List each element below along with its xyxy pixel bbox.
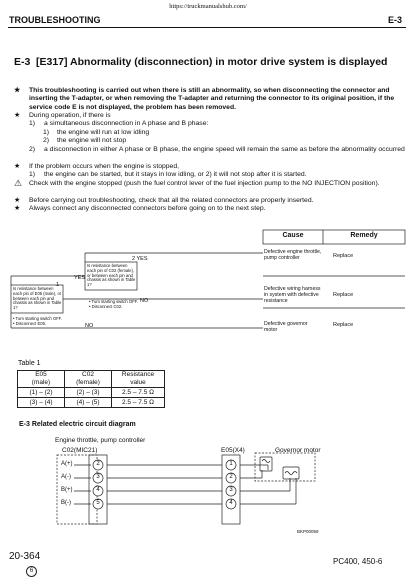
revision-badge: 6 (26, 566, 37, 577)
star-icon: ★ (14, 87, 21, 94)
note-3-1: 1) the engine can be started, but it stays in low idling, or 2) it will not stop after it is started. (29, 171, 307, 178)
c02-label: C02(MIC21) (62, 447, 98, 454)
note-5: ★ Before carrying out troubleshooting, check that all the related connectors are properly inserted. (14, 197, 314, 204)
e05-pin: 1 (229, 461, 233, 467)
step-1-yes: YES (74, 275, 86, 281)
note-2-1-1: 1) the engine will run at low idling (43, 129, 150, 136)
step-2-no: NO (140, 298, 149, 304)
c02-pin: 5 (96, 500, 100, 506)
star-icon: ★ (14, 205, 21, 212)
cause-1: Defective engine throttle, pump controller (264, 249, 322, 261)
question-2-action: • Turn starting switch OFF. • Disconnect C02. (89, 299, 138, 309)
table-header-cell: C02 (female) (65, 371, 112, 388)
cause-3: Defective governor motor (264, 321, 308, 333)
circuit-heading: E-3 Related electric circuit diagram (19, 421, 136, 428)
model-name: PC400, 450-6 (333, 557, 383, 566)
note-3: ★ If the problem occurs when the engine is stopped, (14, 163, 179, 170)
c02-pin: 3 (96, 474, 100, 480)
star-icon: ★ (14, 197, 21, 204)
cause-2: Defective wiring harness in system with defective resistance (264, 286, 321, 304)
star-icon: ★ (14, 112, 21, 119)
section-title: TROUBLESHOOTING (9, 15, 101, 25)
figure-code: BKP00059 (297, 529, 319, 534)
note-2-2: 2) a disconnection in either A phase or B phase, the engine speed will remain the same as before the abnormality occurred (29, 146, 405, 153)
table-row: (3) – (4) (4) – (5) 2.5 – 7.5 Ω (18, 398, 165, 408)
note-2-1: 1) a simultaneous disconnection in A phase and B phase: (29, 120, 209, 127)
question-1-text: Is resistance between each pin of E05 (male), or between each pin and chassis as shown in Table 1? (13, 286, 62, 311)
e05-pin: 2 (229, 474, 233, 480)
table-header-cell: E05 (male) (18, 371, 65, 388)
e05-pin: 4 (229, 500, 233, 506)
step-1-no: NO (85, 323, 94, 329)
motor-label: Governor motor (275, 447, 321, 454)
signal-b-plus: B(+) (61, 487, 73, 493)
note-text: This troubleshooting is carried out when there is still an abnormality, so when disconnecting the connector and inserting the T-adapter, or when removing the T-adapter and returning the connector to its original position, if the service code E is not displayed, the problem has been removed. (29, 87, 395, 111)
e05-pin: 3 (229, 487, 233, 493)
e05-label: E05(X4) (221, 447, 245, 454)
star-icon: ★ (14, 163, 21, 170)
coil-a (260, 457, 272, 471)
source-url[interactable]: https://truckmanualshub.com/ (169, 3, 247, 10)
signal-b-minus: B(-) (61, 500, 71, 506)
note-text: During operation, if there is (29, 112, 111, 119)
table-row: (1) – (2) (2) – (3) 2.5 – 7.5 Ω (18, 388, 165, 398)
page-number: 20-364 (9, 551, 41, 562)
c02-pin: 2 (96, 461, 100, 467)
table-caption: Table 1 (18, 360, 41, 367)
signal-a-plus: A(+) (61, 461, 73, 467)
remedy-2: Replace (333, 292, 354, 298)
remedy-1: Replace (333, 253, 354, 259)
c02-pin: 4 (96, 487, 100, 493)
signal-a-minus: A(-) (61, 474, 71, 480)
title-text: [E317] Abnormality (disconnection) in motor drive system is displayed (36, 56, 388, 68)
note-4: ⚠ Check with the engine stopped (push the fuel control lever of the fuel injection pump to the NO INJECTION position). (14, 178, 380, 188)
question-2-text: Is resistance between each pin of C02 (female), or between each pin and chassis as shown in Table 1? (87, 263, 136, 288)
note-6: ★ Always connect any disconnected connectors before going on to the next step. (14, 205, 266, 212)
step-2-label: 2 YES (132, 256, 148, 262)
cause-header: Cause (282, 232, 304, 239)
remedy-header: Remedy (350, 232, 378, 239)
question-1-action: • Turn starting switch OFF. • Disconnect E05. (13, 316, 62, 326)
title-code: E-3 (14, 56, 31, 68)
controller-label: Engine throttle, pump controller (55, 437, 146, 444)
table-header-cell: Resistance value (112, 371, 165, 388)
step-1-label: 1 (56, 282, 60, 288)
warning-icon: ⚠ (14, 178, 23, 188)
note-2-1-2: 2) the engine will not stop (43, 137, 127, 144)
page-code: E-3 (387, 15, 402, 25)
remedy-3: Replace (333, 322, 354, 328)
